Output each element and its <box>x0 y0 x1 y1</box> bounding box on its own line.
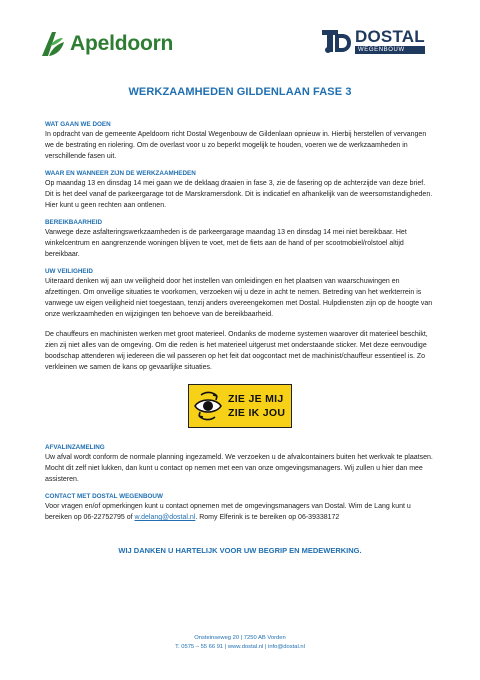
section-heading: WAT GAAN WE DOEN <box>45 121 111 128</box>
contact-text-b: . Romy Elferink is te bereiken op 06-39338172 <box>195 514 340 521</box>
section-text: Uiteraard denken wij aan uw veiligheid door het instellen van omleidingen en het plaatsen van waarschuwingen en afzettingen. Om onveilige situaties te voorkomen, verzoeken wij u deze in acht te nemen. Betreding van het werkterrein is vanwege uw eigen veiligheid niet toegestaan, tenzij anders overeengekomen met Dostal. Hulpdiensten zijn op de hoogte van onze werkzaamheden en wijzigingen ten behoeve van de bereikbaarheid. <box>45 278 433 318</box>
section-wanneer <box>45 170 435 211</box>
dostal-logo <box>322 28 425 54</box>
section-afval <box>45 444 435 485</box>
dostal-wordmark: DOSTAL <box>355 27 425 46</box>
section-heading: AFVALINZAMELING <box>45 444 105 451</box>
email-link[interactable]: w.delang@dostal.nl <box>134 514 196 521</box>
letter-body <box>45 121 435 531</box>
section-text: De chauffeurs en machinisten werken met groot materieel. Ondanks de moderne systemen waarover dit materieel beschikt, zien zij niet alles van de omgeving. Om die reden is het materieel uitgerust met onderstaande sticker. Met deze eenvoudige boodschap attenderen wij iedereen die wil passeren op het feit dat oogcontact met de machinist/chauffeur essentieel is. Zo verkleinen we samen de kans op gevaarlijke situaties. <box>45 331 428 371</box>
section-veiligheid <box>45 268 435 373</box>
apeldoorn-wordmark: Apeldoorn <box>70 32 174 55</box>
section-text: Uw afval wordt conform de normale planning ingezameld. We verzoeken u de afvalcontainers buiten het werkvak te plaatsen. Mocht dit zelf niet lukken, dan kunt u contact op nemen met een van onze omgevingsmanagers. Wij zullen u hier dan mee assisteren. <box>45 454 433 483</box>
section-heading: BEREIKBAARHEID <box>45 219 103 226</box>
sticker-line-1: ZIE JE MIJ <box>228 393 284 405</box>
section-text: In opdracht van de gemeente Apeldoorn richt Dostal Wegenbouw de Gildenlaan opnieuw in. Hierbij herstellen of vervangen we de bestrating en riolering. Om de overlast voor u zo beperkt mogelijk te houden, voeren we de werkzaamheden in verschillende fasen uit. <box>45 131 427 160</box>
section-text: Vanwege deze asfalteringswerkzaamheden is de parkeergarage maandag 13 en dinsdag 14 mei niet bereikbaar. Het winkelcentrum en aangrenzende woningen blijven te voet, met de fiets aan de hand of per scootmobiel/rolstoel altijd bereikbaar. <box>45 229 407 258</box>
section-text <box>45 501 435 523</box>
dostal-subtitle: WEGENBOUW <box>355 46 425 54</box>
section-text: Op maandag 13 en dinsdag 14 mei gaan we de deklaag draaien in fase 3, zie de fasering op de achterzijde van deze brief. Dit is het deel vanaf de parkeergarage tot de Marskramersdonk. Dit is indicatief en afhankelijk van de weersomstandigheden. Hier kunt u geen rechten aan ontlenen. <box>45 180 433 209</box>
eye-contact-sticker <box>188 384 292 428</box>
section-heading: CONTACT MET DOSTAL WEGENBOUW <box>45 493 163 500</box>
sticker-figure <box>45 384 435 428</box>
section-heading: UW VEILIGHEID <box>45 268 93 275</box>
apeldoorn-logo <box>40 30 173 58</box>
page-title: WERKZAAMHEDEN GILDENLAAN FASE 3 <box>128 86 352 98</box>
section-wat <box>45 121 435 162</box>
sticker-line-2: ZIE IK JOU <box>228 407 286 419</box>
contact-text-a: Voor vragen en/of opmerkingen kunt u contact opnemen met de omgevingsmanagers van Dostal. Wim de Lang kunt u bereiken op 06-22752795 of <box>45 503 411 521</box>
footer-contact: T. 0575 – 55 66 91 | www.dostal.nl | info@dostal.nl <box>175 644 305 650</box>
thanks-line: WIJ DANKEN U HARTELIJK VOOR UW BEGRIP EN MEDEWERKING. <box>118 546 362 555</box>
section-heading: WAAR EN WANNEER ZIJN DE WERKZAAMHEDEN <box>45 170 196 177</box>
dostal-emblem-icon <box>322 28 352 54</box>
footer-address: Onsteinseweg 20 | 7250 AB Vorden <box>194 635 286 641</box>
section-contact <box>45 493 435 523</box>
apeldoorn-leaf-icon <box>40 30 66 58</box>
section-bereikbaarheid <box>45 219 435 260</box>
footer <box>0 634 480 652</box>
eye-arrows-icon <box>193 391 223 421</box>
